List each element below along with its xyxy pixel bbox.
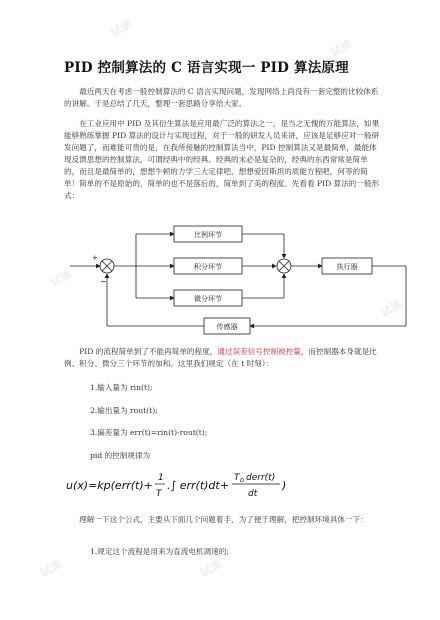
- flow-text-highlight: 通过误差信号控制被控量: [217, 347, 301, 356]
- flow-text-pre: PID 的流程简单到了不能再简单的程度，: [79, 347, 218, 356]
- svg-text:执行器: 执行器: [336, 263, 358, 271]
- pid-formula: [66, 468, 296, 502]
- paragraph-pid-flow: [64, 346, 382, 370]
- page-title: PID 控制算法的 C 语言实现一 PID 算法原理: [64, 60, 349, 76]
- watermark: 试读: [48, 267, 75, 290]
- sign-minus: −: [100, 277, 107, 286]
- formula-frac1-den: T: [156, 489, 162, 499]
- formula-frac2-num-t: T: [234, 473, 240, 483]
- block-actuator: [322, 258, 372, 274]
- list-item-input: 1.输入量为 rin(t);: [90, 383, 153, 392]
- watermark: 试读: [378, 297, 405, 320]
- summing-junction-1: [100, 259, 114, 273]
- formula-lhs: u(x)=kp(err(t)+: [66, 479, 153, 492]
- formula-frac2-den: dt: [248, 489, 258, 499]
- sign-plus: +: [92, 254, 98, 262]
- formula-rparen: ): [282, 479, 287, 492]
- paragraph-pid-overview: 在工业应用中 PID 及其衍生算法是应用最广泛的算法之一，是当之无愧的万能算法，如果能够熟练掌握 PID 算法的设计与实现过程，对于一般的研发人员来讲，应该是足够应对一般研发问题了，而难能可贵的是，在我所接触的控制算法当中，PID 控制算法又是最简单，最能体现反馈思想的控制算法，可谓经典中的经典。经典的未必是复杂的，经典的东西常常是简单的，而且是最简单的，想想牛顿的力学三大定律吧，想想爱因斯坦的质能方程吧，何等的简单！简单的不是原始的，简单的也不是落后的，简单到了美的程度。先看看 PID 算法的一般形式：: [64, 119, 380, 200]
- summing-junction-2: [277, 259, 291, 273]
- watermark: 试读: [328, 37, 355, 60]
- watermark: 试读: [38, 557, 65, 580]
- watermark: 试读: [198, 557, 225, 580]
- formula-frac2-num-sub: D: [240, 478, 245, 484]
- svg-text:积分环节: 积分环节: [194, 263, 222, 271]
- paragraph-intro: 最近两天在考虑一般控制算法的 C 语言实现问题，发现网络上尚没有一套完整的比较体系的讲解。于是总结了几天，整理一套思路分享给大家。: [64, 87, 379, 108]
- svg-text:传感器: 传感器: [216, 323, 238, 331]
- list-item-error: 3.偏差量为 err(t)=rin(t)-rout(t);: [90, 428, 208, 437]
- block-integral: [174, 258, 242, 274]
- svg-text:微分环节: 微分环节: [194, 295, 222, 303]
- watermark: 试读: [108, 17, 135, 40]
- flow-text-post: ，而控制器本身就是比例、积分、微分三个环节的加和。这里我们规定（在 t 时刻）：: [64, 347, 377, 368]
- pid-block-diagram: [70, 218, 420, 340]
- formula-frac1-num: 1: [158, 473, 164, 483]
- list-item-output: 2.输出量为 rout(t);: [90, 406, 158, 415]
- control-law-label: pid 的控制规律为: [90, 451, 151, 460]
- block-sensor: [204, 318, 250, 334]
- block-derivative: [174, 290, 242, 306]
- formula-integral: .∫ err(t)dt+: [167, 479, 229, 492]
- formula-frac2-num-rest: derr(t): [246, 473, 276, 483]
- block-proportional: [174, 226, 242, 242]
- svg-text:比例环节: 比例环节: [194, 231, 222, 239]
- paragraph-understanding: 理解一下这个公式，主要从下面几个问题着手，为了便于理解，把控制环境具体一下：: [79, 515, 368, 524]
- list-item-dc-motor: 1.规定这个流程是用来为直流电机调速的;: [90, 547, 229, 556]
